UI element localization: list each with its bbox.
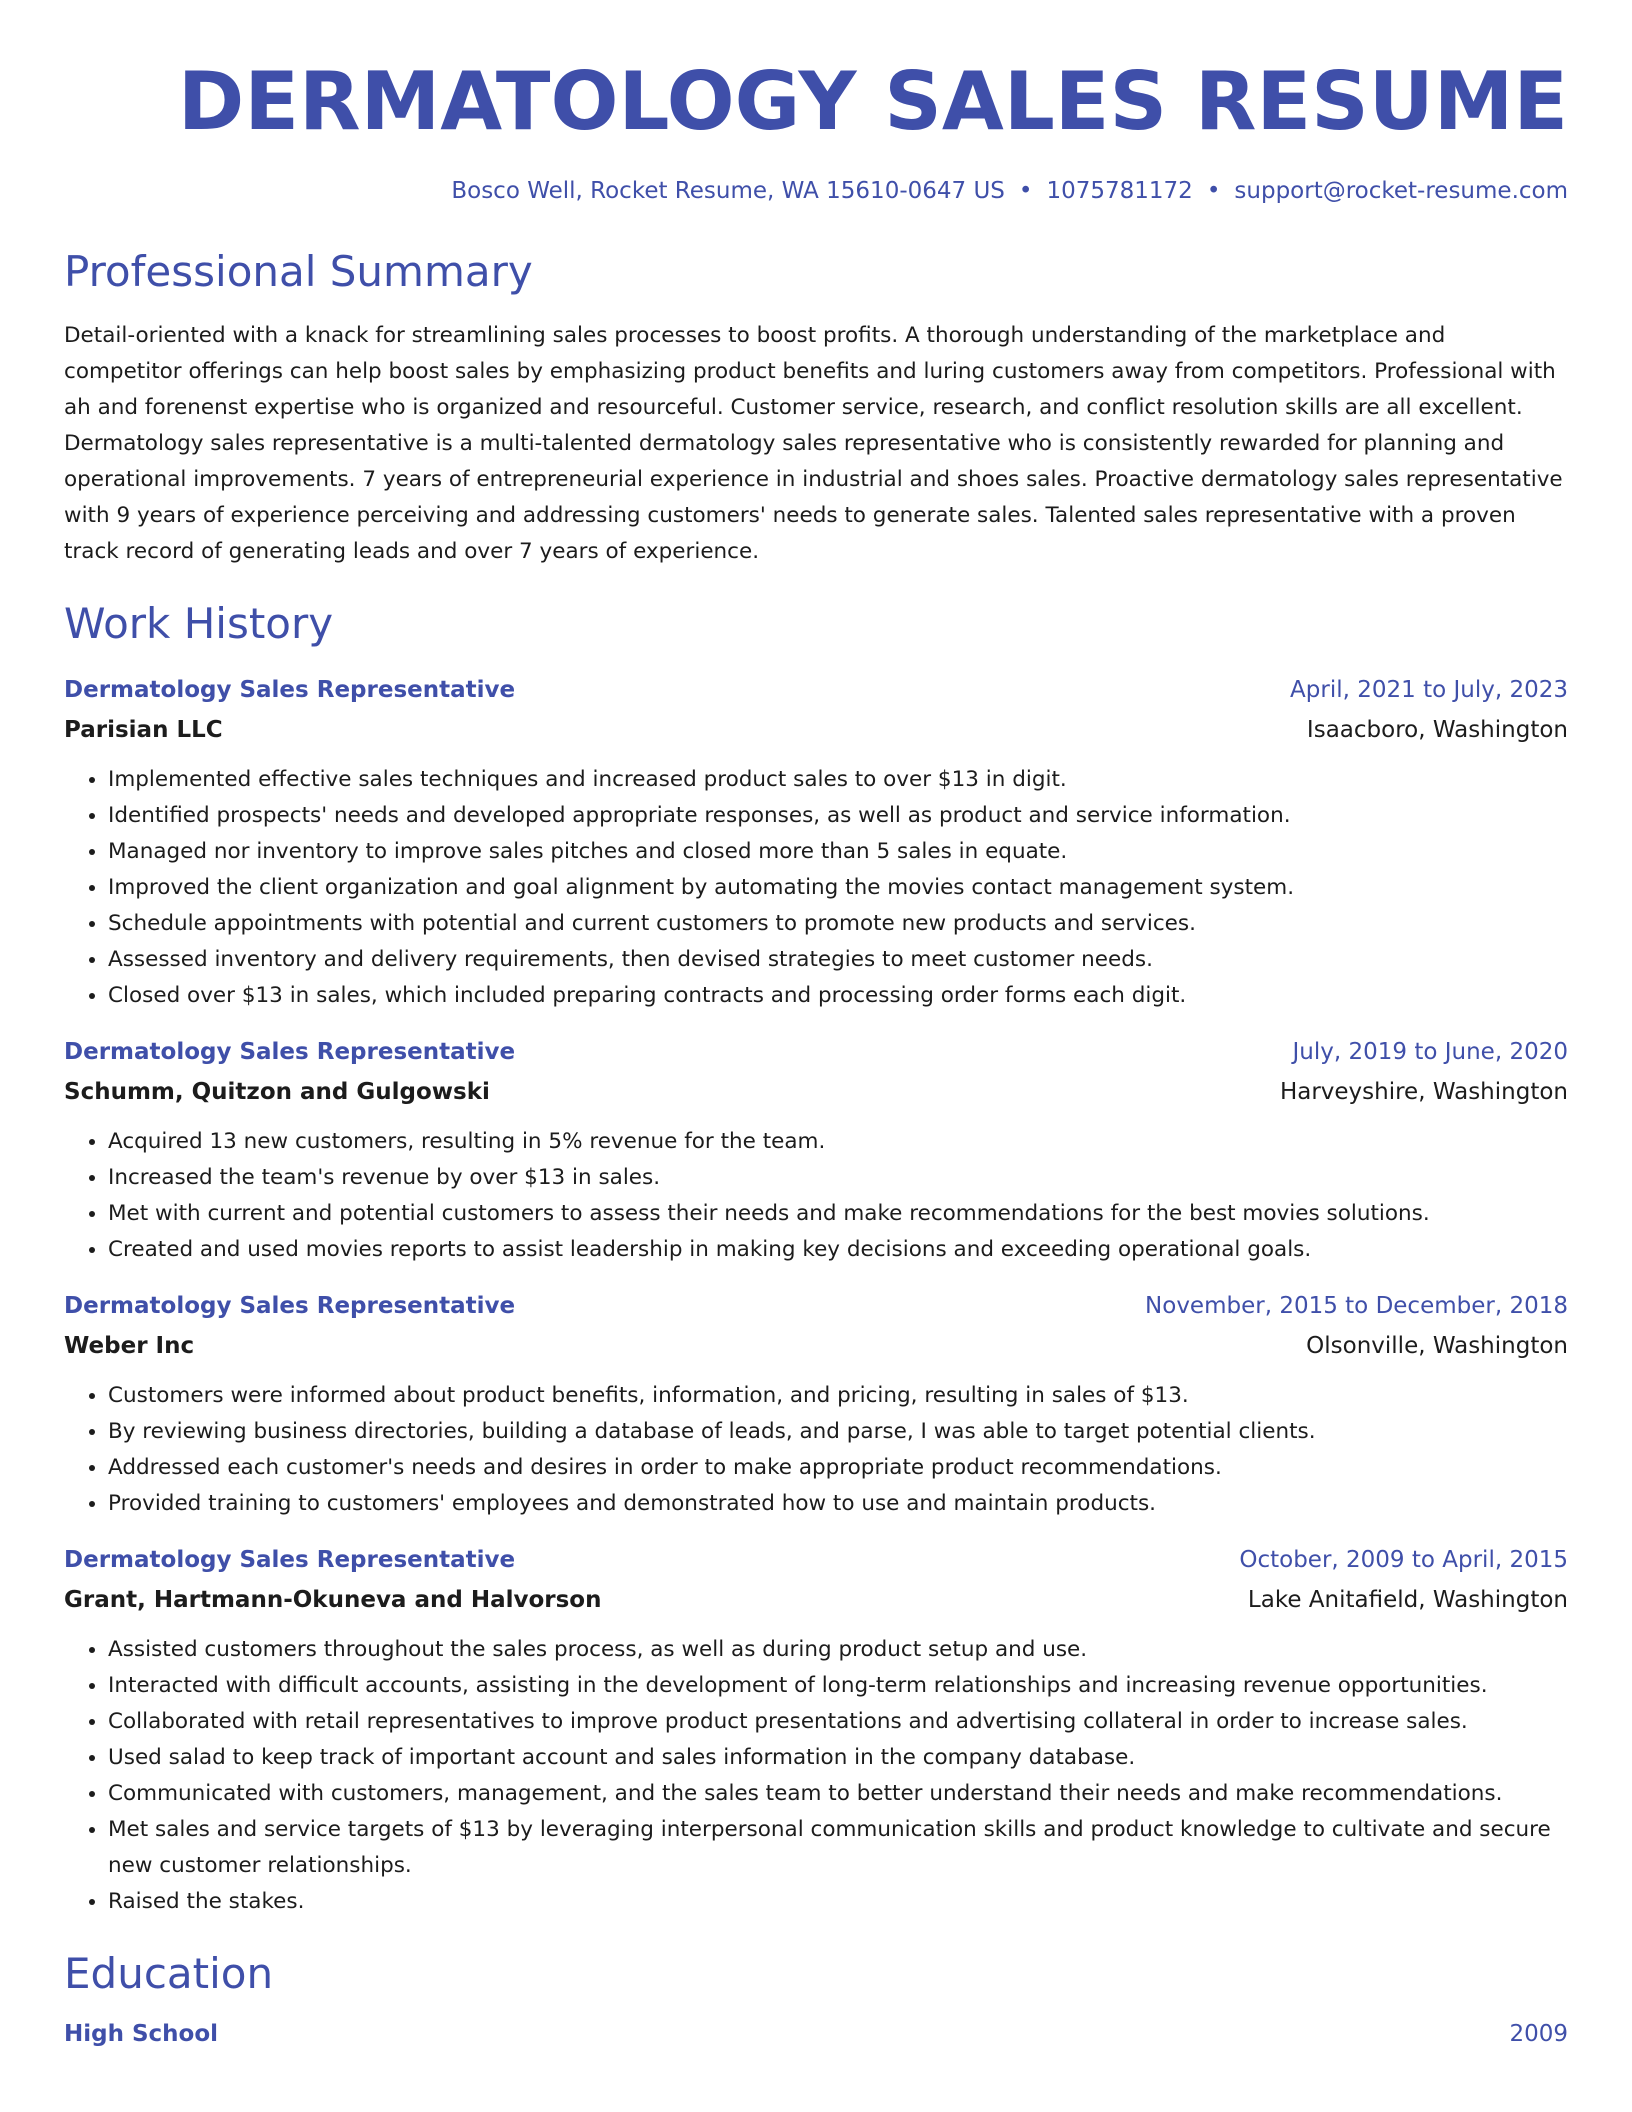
job-role-row xyxy=(64,1034,1568,1070)
job-bullet: • Met sales and service targets of $13 by leveraging interpersonal communication skills and product knowledge to cultivate and secure new customer relationships. xyxy=(108,1812,1568,1884)
education-year: 2009 xyxy=(1509,2021,1568,2047)
job-entry xyxy=(64,1542,1568,1920)
job-dates: July, 2019 to June, 2020 xyxy=(1292,1039,1568,1065)
contact-line xyxy=(64,178,1568,204)
job-entry xyxy=(64,672,1568,1014)
work-history-heading: Work History xyxy=(64,599,334,648)
job-company: Parisian LLC xyxy=(64,717,223,743)
job-bullet: • Collaborated with retail representatives to improve product presentations and advertising collateral in order to increase sales. xyxy=(108,1704,1568,1740)
job-entry xyxy=(64,1034,1568,1268)
summary-text: Detail-oriented with a knack for streamlining sales processes to boost profits. A thorough understanding of the marketplace and competitor offerings can help boost sales by emphasizing product benefits and luring customers away from competitors. Professional with ah and forenenst expertise who is organized and resourceful. Customer service, research, and conflict resolution skills are all excellent. Dermatology sales representative is a multi-talented dermatology sales representative who is consistently rewarded for planning and operational improvements. 7 years of entrepreneurial experience in industrial and shoes sales. Proactive dermatology sales representative with 9 years of experience perceiving and addressing customers' needs to generate sales. Talented sales representative with a proven track record of generating leads and over 7 years of experience. xyxy=(64,323,1563,564)
job-bullet: • Schedule appointments with potential and current customers to promote new products and services. xyxy=(108,906,1568,942)
job-location: Lake Anitafield, Washington xyxy=(1247,1587,1568,1613)
work-history-list xyxy=(64,672,1568,1920)
job-company-row xyxy=(64,1578,1568,1618)
job-role: Dermatology Sales Representative xyxy=(64,1293,516,1319)
job-bullet-list xyxy=(64,1632,1568,1920)
job-company-row xyxy=(64,1070,1568,1110)
job-dates: October, 2009 to April, 2015 xyxy=(1239,1547,1568,1573)
resume-title: DERMATOLOGY SALES RESUME xyxy=(177,55,1568,148)
resume-header xyxy=(64,0,1568,204)
job-location: Olsonville, Washington xyxy=(1306,1333,1568,1359)
job-location: Harveyshire, Washington xyxy=(1279,1079,1568,1105)
job-bullet: • Assessed inventory and delivery requirements, then devised strategies to meet customer needs. xyxy=(108,942,1568,978)
contact-email: support@rocket-resume.com xyxy=(1234,178,1568,204)
job-role: Dermatology Sales Representative xyxy=(64,677,516,703)
contact-phone: 1075781172 xyxy=(1046,178,1193,204)
job-bullet: • Used salad to keep track of important account and sales information in the company database. xyxy=(108,1740,1568,1776)
job-bullet-list xyxy=(64,1124,1568,1268)
job-bullet: • Improved the client organization and goal alignment by automating the movies contact management system. xyxy=(108,870,1568,906)
job-bullet: • Customers were informed about product benefits, information, and pricing, resulting in sales of $13. xyxy=(108,1378,1568,1414)
education-list xyxy=(64,2016,1568,2052)
job-bullet: • Addressed each customer's needs and desires in order to make appropriate product recommendations. xyxy=(108,1450,1568,1486)
job-bullet: • Acquired 13 new customers, resulting in 5% revenue for the team. xyxy=(108,1124,1568,1160)
job-bullet: • Interacted with difficult accounts, assisting in the development of long-term relationships and increasing revenue opportunities. xyxy=(108,1668,1568,1704)
contact-separator: • xyxy=(1018,178,1033,204)
job-dates: November, 2015 to December, 2018 xyxy=(1145,1293,1568,1319)
education-entry xyxy=(64,2016,1568,2052)
contact-separator: • xyxy=(1206,178,1221,204)
summary-heading: Professional Summary xyxy=(64,247,533,296)
job-bullet: • Met with current and potential customers to assess their needs and make recommendations for the best movies solutions. xyxy=(108,1196,1568,1232)
job-role-row xyxy=(64,672,1568,708)
job-company-row xyxy=(64,1324,1568,1364)
job-bullet: • By reviewing business directories, building a database of leads, and parse, I was able to target potential clients. xyxy=(108,1414,1568,1450)
job-bullet: • Communicated with customers, management, and the sales team to better understand their needs and make recommendations. xyxy=(108,1776,1568,1812)
job-company: Schumm, Quitzon and Gulgowski xyxy=(64,1079,490,1105)
job-entry xyxy=(64,1288,1568,1522)
education-degree: High School xyxy=(64,2021,219,2047)
job-company: Weber Inc xyxy=(64,1333,195,1359)
job-bullet: • Created and used movies reports to assist leadership in making key decisions and exceeding operational goals. xyxy=(108,1232,1568,1268)
job-dates: April, 2021 to July, 2023 xyxy=(1290,677,1568,703)
contact-address: Bosco Well, Rocket Resume, WA 15610-0647 US xyxy=(451,178,1005,204)
job-bullet: • Assisted customers throughout the sales process, as well as during product setup and use. xyxy=(108,1632,1568,1668)
job-role: Dermatology Sales Representative xyxy=(64,1547,516,1573)
job-bullet: • Raised the stakes. xyxy=(108,1884,1568,1920)
job-bullet: • Identified prospects' needs and developed appropriate responses, as well as product and service information. xyxy=(108,798,1568,834)
job-role: Dermatology Sales Representative xyxy=(64,1039,516,1065)
job-company-row xyxy=(64,708,1568,748)
job-bullet: • Increased the team's revenue by over $13 in sales. xyxy=(108,1160,1568,1196)
job-location: Isaacboro, Washington xyxy=(1306,717,1568,743)
job-role-row xyxy=(64,1288,1568,1324)
job-bullet-list xyxy=(64,762,1568,1014)
job-bullet: • Provided training to customers' employees and demonstrated how to use and maintain products. xyxy=(108,1486,1568,1522)
job-bullet: • Implemented effective sales techniques and increased product sales to over $13 in digit. xyxy=(108,762,1568,798)
education-heading: Education xyxy=(64,1949,274,1998)
job-bullet: • Closed over $13 in sales, which included preparing contracts and processing order forms each digit. xyxy=(108,978,1568,1014)
job-bullet: • Managed nor inventory to improve sales pitches and closed more than 5 sales in equate. xyxy=(108,834,1568,870)
job-company: Grant, Hartmann-Okuneva and Halvorson xyxy=(64,1587,602,1613)
job-role-row xyxy=(64,1542,1568,1578)
job-bullet-list xyxy=(64,1378,1568,1522)
